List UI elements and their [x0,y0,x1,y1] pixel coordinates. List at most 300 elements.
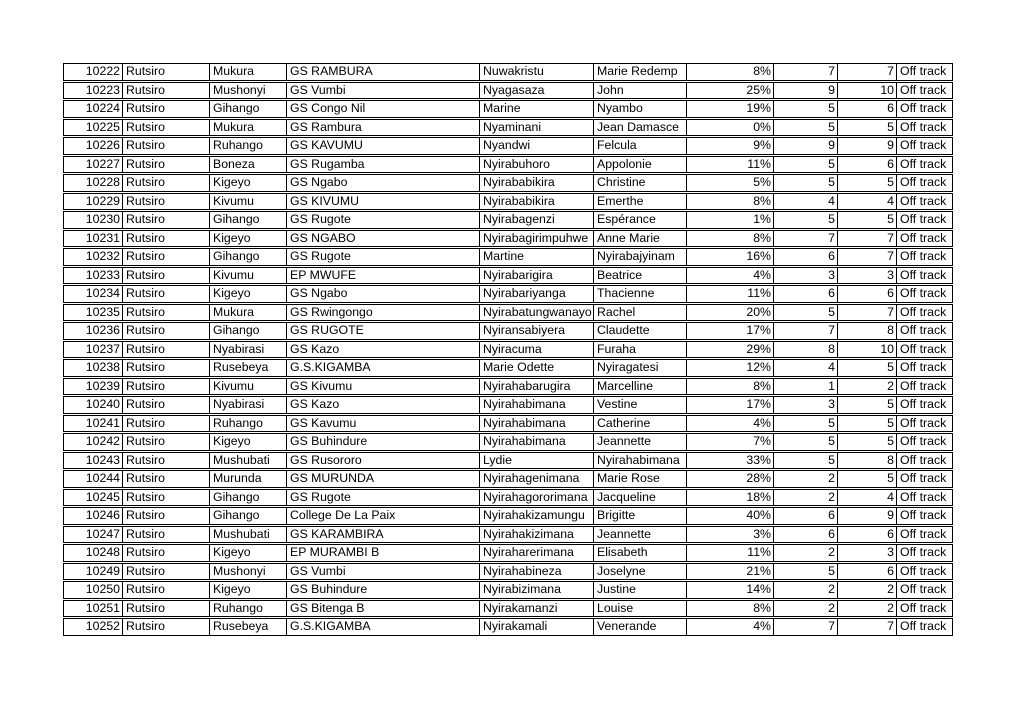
cell-sector: Mushubati [209,452,286,470]
document-page [63,62,953,637]
cell-id: 10229 [63,193,122,211]
cell-sector: Kigeyo [209,285,286,303]
cell-name1: Nyirahabimana [479,433,593,451]
cell-sector: Mukura [209,63,286,81]
cell-school: GS RAMBURA [286,63,479,81]
table-row [63,396,953,414]
cell-school: GS Rugamba [286,156,479,174]
cell-value1: 2 [773,544,837,562]
cell-name2: Justine [593,581,686,599]
cell-district: Rutsiro [122,470,209,488]
cell-percent: 8% [686,230,773,248]
cell-name2: Jeannette [593,433,686,451]
cell-value2: 9 [837,507,896,525]
cell-school: GS Vumbi [286,82,479,100]
cell-district: Rutsiro [122,63,209,81]
cell-value1: 7 [773,63,837,81]
cell-sector: Gihango [209,211,286,229]
cell-school: GS Rusororo [286,452,479,470]
cell-value2: 2 [837,581,896,599]
table-row [63,470,953,488]
cell-district: Rutsiro [122,581,209,599]
cell-name2: Marie Rose [593,470,686,488]
cell-value2: 7 [837,63,896,81]
cell-name1: Nyirahagororimana [479,489,593,507]
cell-sector: Rusebeya [209,359,286,377]
cell-value2: 2 [837,378,896,396]
table-row [63,433,953,451]
table-row [63,452,953,470]
cell-school: GS Rwingongo [286,304,479,322]
cell-district: Rutsiro [122,489,209,507]
cell-name1: Nyirababikira [479,174,593,192]
cell-district: Rutsiro [122,82,209,100]
cell-status: Off track [896,341,953,359]
table-row [63,378,953,396]
cell-district: Rutsiro [122,248,209,266]
cell-id: 10237 [63,341,122,359]
cell-status: Off track [896,526,953,544]
cell-id: 10239 [63,378,122,396]
cell-percent: 8% [686,193,773,211]
cell-sector: Gihango [209,248,286,266]
cell-name1: Nyirahakizamungu [479,507,593,525]
cell-district: Rutsiro [122,600,209,618]
table-row [63,322,953,340]
cell-value2: 5 [837,470,896,488]
cell-status: Off track [896,193,953,211]
cell-name1: Marie Odette [479,359,593,377]
cell-value2: 4 [837,489,896,507]
table-row [63,304,953,322]
cell-district: Rutsiro [122,507,209,525]
cell-name1: Nyirabuhoro [479,156,593,174]
cell-school: GS Kazo [286,341,479,359]
cell-value1: 7 [773,230,837,248]
cell-value1: 7 [773,322,837,340]
cell-value1: 2 [773,581,837,599]
cell-percent: 20% [686,304,773,322]
cell-name1: Marine [479,100,593,118]
cell-value1: 7 [773,618,837,636]
cell-percent: 40% [686,507,773,525]
cell-sector: Nyabirasi [209,341,286,359]
cell-percent: 8% [686,378,773,396]
cell-district: Rutsiro [122,267,209,285]
cell-id: 10242 [63,433,122,451]
cell-school: College De La Paix [286,507,479,525]
cell-sector: Mukura [209,304,286,322]
table-row [63,563,953,581]
cell-id: 10222 [63,63,122,81]
cell-district: Rutsiro [122,193,209,211]
table-row [63,618,953,636]
cell-name2: John [593,82,686,100]
cell-district: Rutsiro [122,563,209,581]
cell-percent: 5% [686,174,773,192]
cell-percent: 25% [686,82,773,100]
cell-name1: Nyirahabimana [479,396,593,414]
table-row [63,82,953,100]
cell-id: 10233 [63,267,122,285]
cell-value1: 9 [773,137,837,155]
cell-sector: Gihango [209,507,286,525]
cell-percent: 11% [686,156,773,174]
cell-name1: Nyirakamali [479,618,593,636]
cell-district: Rutsiro [122,396,209,414]
cell-value1: 6 [773,248,837,266]
cell-sector: Mushonyi [209,563,286,581]
cell-name2: Claudette [593,322,686,340]
cell-name2: Emerthe [593,193,686,211]
cell-id: 10241 [63,415,122,433]
cell-status: Off track [896,415,953,433]
cell-status: Off track [896,507,953,525]
cell-id: 10235 [63,304,122,322]
cell-name1: Nyagasaza [479,82,593,100]
cell-percent: 4% [686,415,773,433]
cell-sector: Mukura [209,119,286,137]
cell-value2: 5 [837,211,896,229]
cell-value2: 6 [837,156,896,174]
cell-status: Off track [896,359,953,377]
cell-status: Off track [896,470,953,488]
cell-name1: Nyirababikira [479,193,593,211]
cell-name1: Nyirahabineza [479,563,593,581]
cell-value1: 6 [773,507,837,525]
cell-id: 10223 [63,82,122,100]
cell-district: Rutsiro [122,433,209,451]
cell-status: Off track [896,396,953,414]
cell-value1: 5 [773,174,837,192]
table-row [63,285,953,303]
cell-sector: Murunda [209,470,286,488]
cell-name2: Nyiragatesi [593,359,686,377]
cell-value2: 10 [837,341,896,359]
cell-percent: 9% [686,137,773,155]
cell-status: Off track [896,156,953,174]
cell-id: 10232 [63,248,122,266]
cell-percent: 17% [686,322,773,340]
cell-id: 10244 [63,470,122,488]
cell-status: Off track [896,285,953,303]
table-row [63,100,953,118]
table-row [63,137,953,155]
cell-school: GS Kazo [286,396,479,414]
cell-value1: 6 [773,526,837,544]
cell-percent: 29% [686,341,773,359]
cell-district: Rutsiro [122,341,209,359]
cell-id: 10230 [63,211,122,229]
cell-name1: Nyiraharerimana [479,544,593,562]
cell-sector: Kivumu [209,193,286,211]
cell-value1: 1 [773,378,837,396]
cell-value2: 7 [837,248,896,266]
cell-status: Off track [896,211,953,229]
cell-value1: 5 [773,415,837,433]
cell-value2: 5 [837,415,896,433]
cell-name2: Jean Damasce [593,119,686,137]
cell-school: GS NGABO [286,230,479,248]
cell-id: 10247 [63,526,122,544]
cell-name2: Jeannette [593,526,686,544]
cell-name2: Nyirahabimana [593,452,686,470]
cell-district: Rutsiro [122,359,209,377]
cell-value2: 7 [837,618,896,636]
cell-district: Rutsiro [122,100,209,118]
cell-percent: 11% [686,285,773,303]
cell-percent: 0% [686,119,773,137]
cell-sector: Kigeyo [209,433,286,451]
cell-school: GS KARAMBIRA [286,526,479,544]
cell-name1: Nyirabarigira [479,267,593,285]
cell-status: Off track [896,489,953,507]
table-row [63,63,953,81]
cell-school: GS KIVUMU [286,193,479,211]
cell-school: GS Vumbi [286,563,479,581]
cell-value2: 2 [837,600,896,618]
cell-id: 10250 [63,581,122,599]
cell-name1: Nyirahabimana [479,415,593,433]
table-body [63,63,953,636]
cell-value1: 5 [773,452,837,470]
cell-district: Rutsiro [122,285,209,303]
cell-name1: Nyirahagenimana [479,470,593,488]
cell-value1: 3 [773,396,837,414]
cell-id: 10243 [63,452,122,470]
cell-sector: Mushubati [209,526,286,544]
cell-school: EP MWUFE [286,267,479,285]
table-row [63,174,953,192]
cell-id: 10240 [63,396,122,414]
cell-school: EP MURAMBI B [286,544,479,562]
cell-district: Rutsiro [122,137,209,155]
cell-value2: 6 [837,100,896,118]
cell-value2: 9 [837,137,896,155]
cell-sector: Kigeyo [209,230,286,248]
cell-school: GS MURUNDA [286,470,479,488]
cell-percent: 19% [686,100,773,118]
cell-id: 10224 [63,100,122,118]
cell-school: GS Rugote [286,248,479,266]
cell-name1: Lydie [479,452,593,470]
cell-district: Rutsiro [122,230,209,248]
cell-value2: 8 [837,452,896,470]
cell-id: 10228 [63,174,122,192]
cell-name2: Nyirabajyinam [593,248,686,266]
cell-name2: Christine [593,174,686,192]
cell-percent: 28% [686,470,773,488]
cell-value1: 5 [773,433,837,451]
cell-name2: Anne Marie [593,230,686,248]
cell-percent: 12% [686,359,773,377]
cell-name1: Nyiracuma [479,341,593,359]
cell-percent: 7% [686,433,773,451]
cell-value1: 5 [773,211,837,229]
cell-school: GS Buhindure [286,581,479,599]
cell-id: 10246 [63,507,122,525]
cell-value2: 4 [837,193,896,211]
cell-status: Off track [896,563,953,581]
cell-status: Off track [896,248,953,266]
cell-value2: 7 [837,230,896,248]
cell-status: Off track [896,618,953,636]
cell-school: GS Kivumu [286,378,479,396]
cell-sector: Ruhango [209,600,286,618]
cell-name1: Nyandwi [479,137,593,155]
cell-school: GS Buhindure [286,433,479,451]
cell-sector: Gihango [209,322,286,340]
table-row [63,211,953,229]
cell-sector: Kivumu [209,267,286,285]
cell-status: Off track [896,230,953,248]
cell-name1: Martine [479,248,593,266]
cell-value2: 5 [837,433,896,451]
cell-value1: 5 [773,563,837,581]
cell-sector: Kivumu [209,378,286,396]
cell-name2: Elisabeth [593,544,686,562]
table-row [63,359,953,377]
cell-percent: 4% [686,618,773,636]
cell-status: Off track [896,119,953,137]
cell-district: Rutsiro [122,618,209,636]
cell-name2: Felcula [593,137,686,155]
table-row [63,248,953,266]
table-row [63,581,953,599]
cell-name1: Nyirahakizimana [479,526,593,544]
cell-id: 10231 [63,230,122,248]
cell-status: Off track [896,433,953,451]
cell-percent: 14% [686,581,773,599]
table-row [63,230,953,248]
cell-name1: Nyirabagirimpuhwe [479,230,593,248]
cell-percent: 18% [686,489,773,507]
cell-value1: 5 [773,304,837,322]
cell-name2: Appolonie [593,156,686,174]
table-row [63,267,953,285]
cell-sector: Ruhango [209,137,286,155]
cell-status: Off track [896,600,953,618]
cell-name1: Nyirahabarugira [479,378,593,396]
cell-id: 10225 [63,119,122,137]
cell-status: Off track [896,378,953,396]
cell-sector: Gihango [209,100,286,118]
cell-status: Off track [896,100,953,118]
cell-value2: 5 [837,396,896,414]
cell-school: GS Ngabo [286,174,479,192]
cell-status: Off track [896,322,953,340]
cell-value2: 7 [837,304,896,322]
cell-value2: 5 [837,359,896,377]
cell-id: 10227 [63,156,122,174]
cell-name1: Nuwakristu [479,63,593,81]
cell-status: Off track [896,304,953,322]
cell-value1: 5 [773,119,837,137]
data-table [63,62,953,637]
cell-sector: Rusebeya [209,618,286,636]
cell-id: 10238 [63,359,122,377]
cell-school: GS Kavumu [286,415,479,433]
cell-name2: Brigitte [593,507,686,525]
cell-id: 10236 [63,322,122,340]
cell-value1: 8 [773,341,837,359]
cell-percent: 8% [686,63,773,81]
cell-percent: 33% [686,452,773,470]
cell-district: Rutsiro [122,544,209,562]
cell-value2: 3 [837,267,896,285]
cell-school: GS Congo Nil [286,100,479,118]
table-row [63,341,953,359]
cell-district: Rutsiro [122,378,209,396]
cell-status: Off track [896,452,953,470]
cell-name1: Nyirabizimana [479,581,593,599]
cell-value2: 5 [837,174,896,192]
cell-district: Rutsiro [122,526,209,544]
cell-status: Off track [896,544,953,562]
cell-percent: 4% [686,267,773,285]
table-row [63,193,953,211]
cell-school: GS Ngabo [286,285,479,303]
cell-status: Off track [896,267,953,285]
cell-id: 10234 [63,285,122,303]
cell-name2: Thacienne [593,285,686,303]
cell-value1: 2 [773,489,837,507]
cell-id: 10249 [63,563,122,581]
cell-value1: 4 [773,193,837,211]
cell-percent: 1% [686,211,773,229]
cell-id: 10251 [63,600,122,618]
cell-status: Off track [896,174,953,192]
cell-name1: Nyirabatungwanayo [479,304,593,322]
cell-id: 10252 [63,618,122,636]
cell-district: Rutsiro [122,304,209,322]
cell-district: Rutsiro [122,415,209,433]
cell-school: GS RUGOTE [286,322,479,340]
table-row [63,119,953,137]
cell-district: Rutsiro [122,174,209,192]
cell-sector: Kigeyo [209,581,286,599]
cell-name1: Nyirabagenzi [479,211,593,229]
table-row [63,156,953,174]
cell-value2: 8 [837,322,896,340]
cell-name2: Espérance [593,211,686,229]
cell-school: GS Bitenga B [286,600,479,618]
cell-value2: 5 [837,119,896,137]
cell-sector: Boneza [209,156,286,174]
cell-name2: Catherine [593,415,686,433]
cell-sector: Ruhango [209,415,286,433]
cell-value2: 6 [837,563,896,581]
cell-name2: Furaha [593,341,686,359]
cell-value1: 6 [773,285,837,303]
cell-status: Off track [896,82,953,100]
cell-value1: 2 [773,470,837,488]
table-row [63,415,953,433]
cell-value1: 4 [773,359,837,377]
table-row [63,489,953,507]
cell-name2: Louise [593,600,686,618]
cell-name2: Nyambo [593,100,686,118]
cell-name2: Jacqueline [593,489,686,507]
cell-name2: Marie Redemp [593,63,686,81]
cell-school: GS Rambura [286,119,479,137]
table-row [63,600,953,618]
cell-sector: Mushonyi [209,82,286,100]
cell-name2: Rachel [593,304,686,322]
table-row [63,526,953,544]
cell-school: G.S.KIGAMBA [286,618,479,636]
cell-percent: 11% [686,544,773,562]
